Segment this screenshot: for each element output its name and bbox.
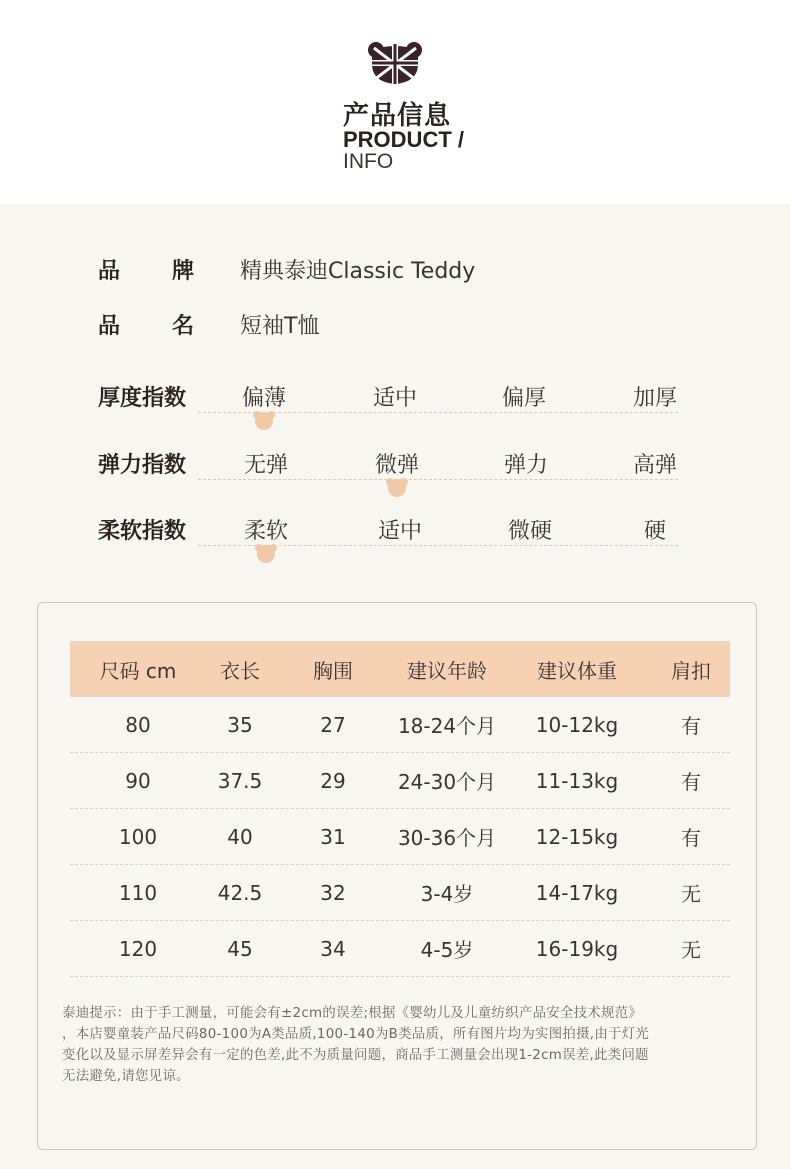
column-header: 衣长 [220,658,260,683]
scale-softness [98,514,698,574]
table-cell: 3-4岁 [420,882,474,906]
table-cell: 30-36个月 [397,826,497,850]
table-cell: 40 [227,824,253,849]
scale-option: 弹力 [503,453,548,478]
table-cell: 31 [320,824,346,849]
measurement-note [62,1003,746,1087]
table-cell: 29 [320,768,346,793]
info-label-char: 牌 [171,259,194,284]
table-cell: 10-12kg [535,712,619,737]
table-cell: 35 [227,712,253,737]
table-cell: 18-24个月 [397,714,497,738]
scale-option: 无弹 [243,453,288,478]
bear-marker-icon [386,477,408,497]
column-header: 肩扣 [671,658,711,683]
size-table [70,641,730,977]
scale-dashed-line [198,479,678,480]
info-label-char: 品 [98,314,121,339]
table-cell: 14-17kg [535,880,619,905]
teddy-bear-union-jack-icon [368,42,422,84]
scale-option: 适中 [377,519,422,544]
table-cell: 有 [681,770,701,794]
table-cell: 37.5 [217,768,263,793]
scale-option: 适中 [372,386,417,411]
table-row [70,809,730,865]
table-cell: 无 [681,938,701,962]
scale-label: 厚度指数 [98,386,187,411]
table-row [70,921,730,977]
scale-label: 弹力指数 [98,453,187,478]
page-title-en-line1: PRODUCT / [343,127,464,152]
scale-elasticity [98,448,698,508]
column-header: 尺码 cm [99,658,177,683]
scale-option: 柔软 [243,519,288,544]
note-line: 泰迪提示：由于手工测量，可能会有±2cm的误差;根据《婴幼儿及儿童纺织产品安全技术规范》 [62,1006,643,1021]
table-header-row [70,641,730,697]
scale-option: 高弹 [632,453,677,478]
table-cell: 有 [681,826,701,850]
table-cell: 42.5 [217,880,263,905]
table-cell: 11-13kg [535,768,619,793]
table-cell: 有 [681,714,701,738]
table-cell: 110 [118,880,158,905]
table-cell: 90 [125,768,151,793]
column-header: 建议体重 [537,658,617,683]
column-header: 建议年龄 [407,658,487,683]
size-chart-card [37,602,757,1150]
note-line: ，本店婴童装产品尺码80-100为A类品质,100-140为B类品质，所有图片均为实图拍摄,由于灯光 [62,1027,650,1042]
header [0,0,790,204]
info-label [98,254,194,285]
table-cell: 16-19kg [535,936,619,961]
scale-label: 柔软指数 [98,519,187,544]
scale-option: 硬 [643,519,666,544]
table-cell: 4-5岁 [420,938,474,962]
table-row [70,865,730,921]
table-cell: 32 [320,880,346,905]
scale-option: 偏薄 [241,386,286,411]
table-cell: 12-15kg [535,824,619,849]
scale-thickness [98,381,698,441]
table-cell: 27 [320,712,346,737]
table-cell: 34 [320,936,346,961]
column-header: 胸围 [313,658,353,683]
bear-marker-icon [255,543,277,563]
table-cell: 120 [118,936,158,961]
brand-value: 精典泰迪Classic Teddy [240,259,476,284]
scale-option: 微硬 [507,519,552,544]
table-cell: 80 [125,712,151,737]
info-label-char: 品 [98,259,121,284]
page-title-en-line2: INFO [343,150,394,173]
table-cell: 45 [227,936,253,961]
note-line: 变化以及显示屏差异会有一定的色差,此不为质量问题，商品手工测量会出现1-2cm误差,此类问题 [62,1048,649,1063]
note-line: 无法避免,请您见谅。 [62,1069,190,1084]
table-row [70,697,730,753]
info-label-char: 名 [171,314,194,339]
info-label [98,309,194,340]
table-cell: 100 [118,824,158,849]
scale-option: 微弹 [374,453,419,478]
table-cell: 24-30个月 [397,770,497,794]
page-title: 产品信息 [343,101,452,131]
scale-option: 加厚 [632,386,677,411]
product-name-value: 短袖T恤 [240,314,320,339]
table-row [70,753,730,809]
table-cell: 无 [681,882,701,906]
bear-marker-icon [253,410,275,430]
scale-option: 偏厚 [501,386,546,411]
